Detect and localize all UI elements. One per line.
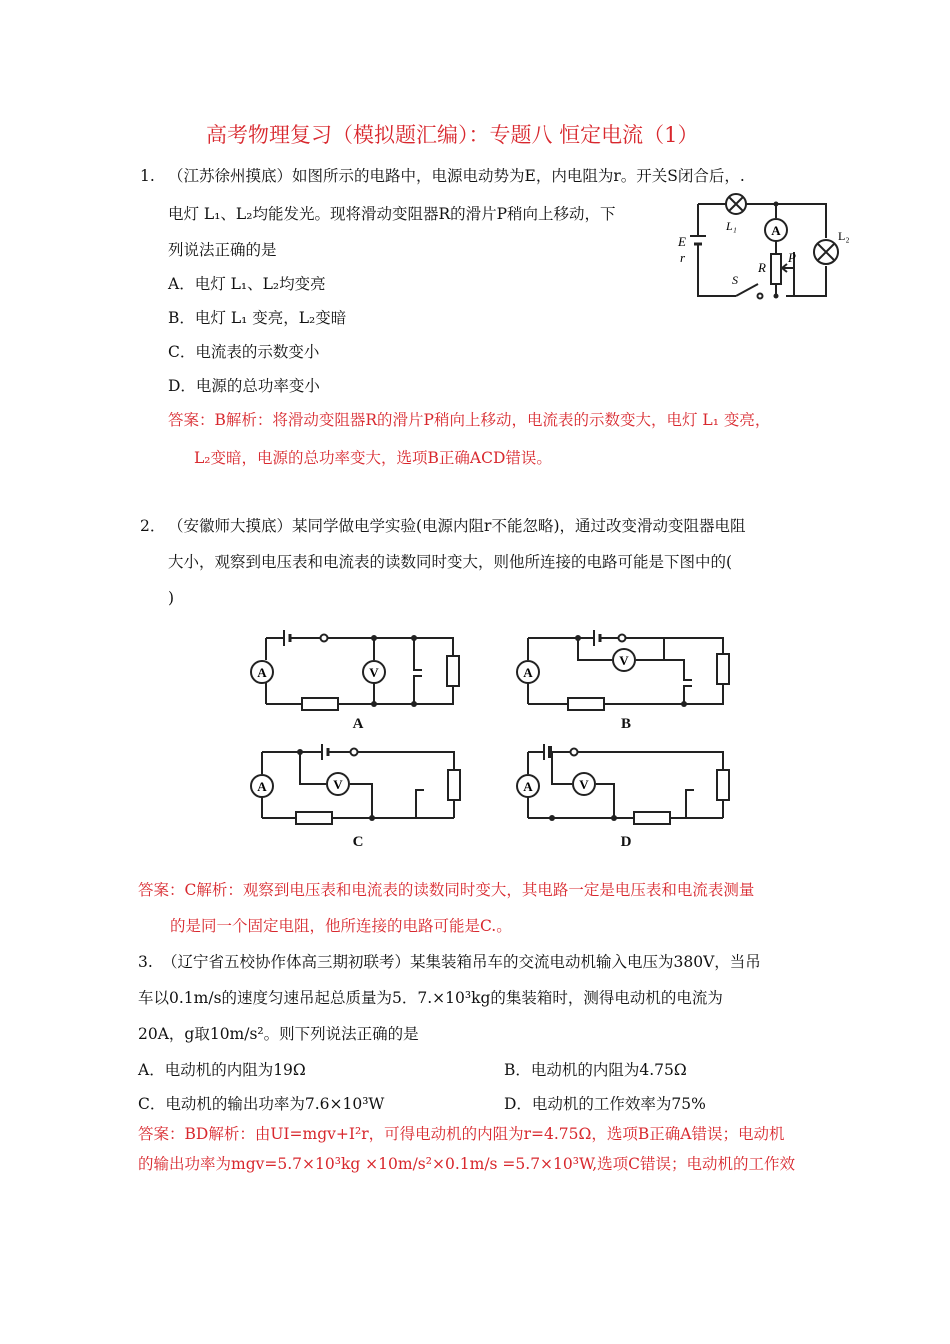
q2-stem-line2: 大小，观察到电压表和电流表的读数同时变大，则他所连接的电路可能是下图中的( (168, 553, 733, 571)
q1-answer-line1: 答案：B解析：将滑动变阻器R的滑片P稍向上移动，电流表的示数变大，电灯 L₁ 变亮， (168, 411, 771, 429)
q1-stem-line3: 列说法正确的是 (168, 241, 277, 259)
q2d-voltmeter-label: V (579, 777, 589, 792)
q2-answer-line1: 答案：C解析：观察到电压表和电流表的读数同时变大，其电路一定是电压表和电流表测量 (138, 881, 755, 899)
q3-stem-line1: （辽宁省五校协作体高三期初联考）某集装箱吊车的交流电动机输入电压为380V，当吊 (162, 953, 761, 971)
q3-stem-line2: 车以0.1m/s的速度匀速吊起总质量为5．7.×10³kg的集装箱时，测得电动机的电流为 (138, 989, 723, 1007)
q2c-voltmeter-label: V (333, 777, 343, 792)
q1-label-L1: L₁ (726, 219, 737, 233)
q1-label-E: E (678, 234, 686, 249)
q1-circuit-figure (676, 192, 856, 304)
q2-answer-line2: 的是同一个固定电阻，他所连接的电路可能是C.。 (170, 917, 512, 935)
q1-option-d: D．电源的总功率变小 (168, 377, 320, 395)
q2-stem-line3: ) (168, 589, 175, 607)
q2b-voltmeter-label: V (619, 653, 629, 668)
page-title: 高考物理复习（模拟题汇编）：专题八 恒定电流（1） (206, 123, 699, 147)
q3-answer-line2: 的输出功率为mgv=5.7×10³kg ×10m/s²×0.1m/s =5.7×10³W,选项C错误；电动机的工作效 (138, 1155, 795, 1173)
q2-stem-line1: （安徽师大摸底）某同学做电学实验(电源内阻r不能忽略)，通过改变滑动变阻器电阻 (168, 517, 746, 535)
q1-stem-line2: 电灯 L₁、L₂均能发光。现将滑动变阻器R的滑片P稍向上移动，下 (168, 205, 616, 223)
q3-option-c: C．电动机的输出功率为7.6×10³W (138, 1095, 385, 1113)
q1-label-S: S (732, 273, 738, 287)
q2-label-c: C (352, 834, 364, 850)
q2a-ammeter-label: A (257, 665, 267, 680)
q1-ammeter-label: A (771, 223, 781, 238)
q1-label-r: r (680, 250, 686, 265)
q3-option-b: B．电动机的内阻为4.75Ω (504, 1061, 687, 1079)
q2-label-a: A (352, 716, 364, 732)
q3-number: 3. (138, 953, 153, 971)
q2c-ammeter-label: A (257, 779, 267, 794)
q2-circuit-a (244, 630, 474, 714)
q2b-ammeter-label: A (523, 665, 533, 680)
q2a-voltmeter-label: V (369, 665, 379, 680)
q2-circuit-c (244, 744, 474, 828)
q1-label-P: P (788, 250, 796, 265)
q1-label-R: R (758, 260, 766, 275)
q1-option-b: B．电灯 L₁ 变亮，L₂变暗 (168, 309, 347, 327)
q2-circuit-d (514, 744, 744, 828)
q1-stem-line1: （江苏徐州摸底）如图所示的电路中，电源电动势为E，内电阻为r。开关S闭合后，. (168, 167, 745, 185)
q1-option-a: A．电灯 L₁、L₂均变亮 (168, 275, 326, 293)
q2-number: 2． (140, 517, 166, 535)
q3-answer-line1: 答案：BD解析：由UI=mgv+I²r，可得电动机的内阻为r=4.75Ω，选项B正确A错误；电动机 (138, 1125, 785, 1143)
q2-label-d: D (620, 834, 632, 850)
q3-option-d: D．电动机的工作效率为75% (504, 1095, 706, 1113)
q2-circuit-b (514, 630, 744, 714)
q1-number: 1. (140, 167, 155, 185)
q2d-ammeter-label: A (523, 779, 533, 794)
q1-answer-line2: L₂变暗，电源的总功率变大，选项B正确ACD错误。 (194, 449, 552, 467)
q1-label-L2: L₂ (838, 229, 850, 243)
q1-option-c: C．电流表的示数变小 (168, 343, 320, 361)
q2-label-b: B (620, 716, 631, 732)
q3-option-a: A．电动机的内阻为19Ω (138, 1061, 306, 1079)
q3-stem-line3: 20A，g取10m/s²。则下列说法正确的是 (138, 1025, 419, 1043)
